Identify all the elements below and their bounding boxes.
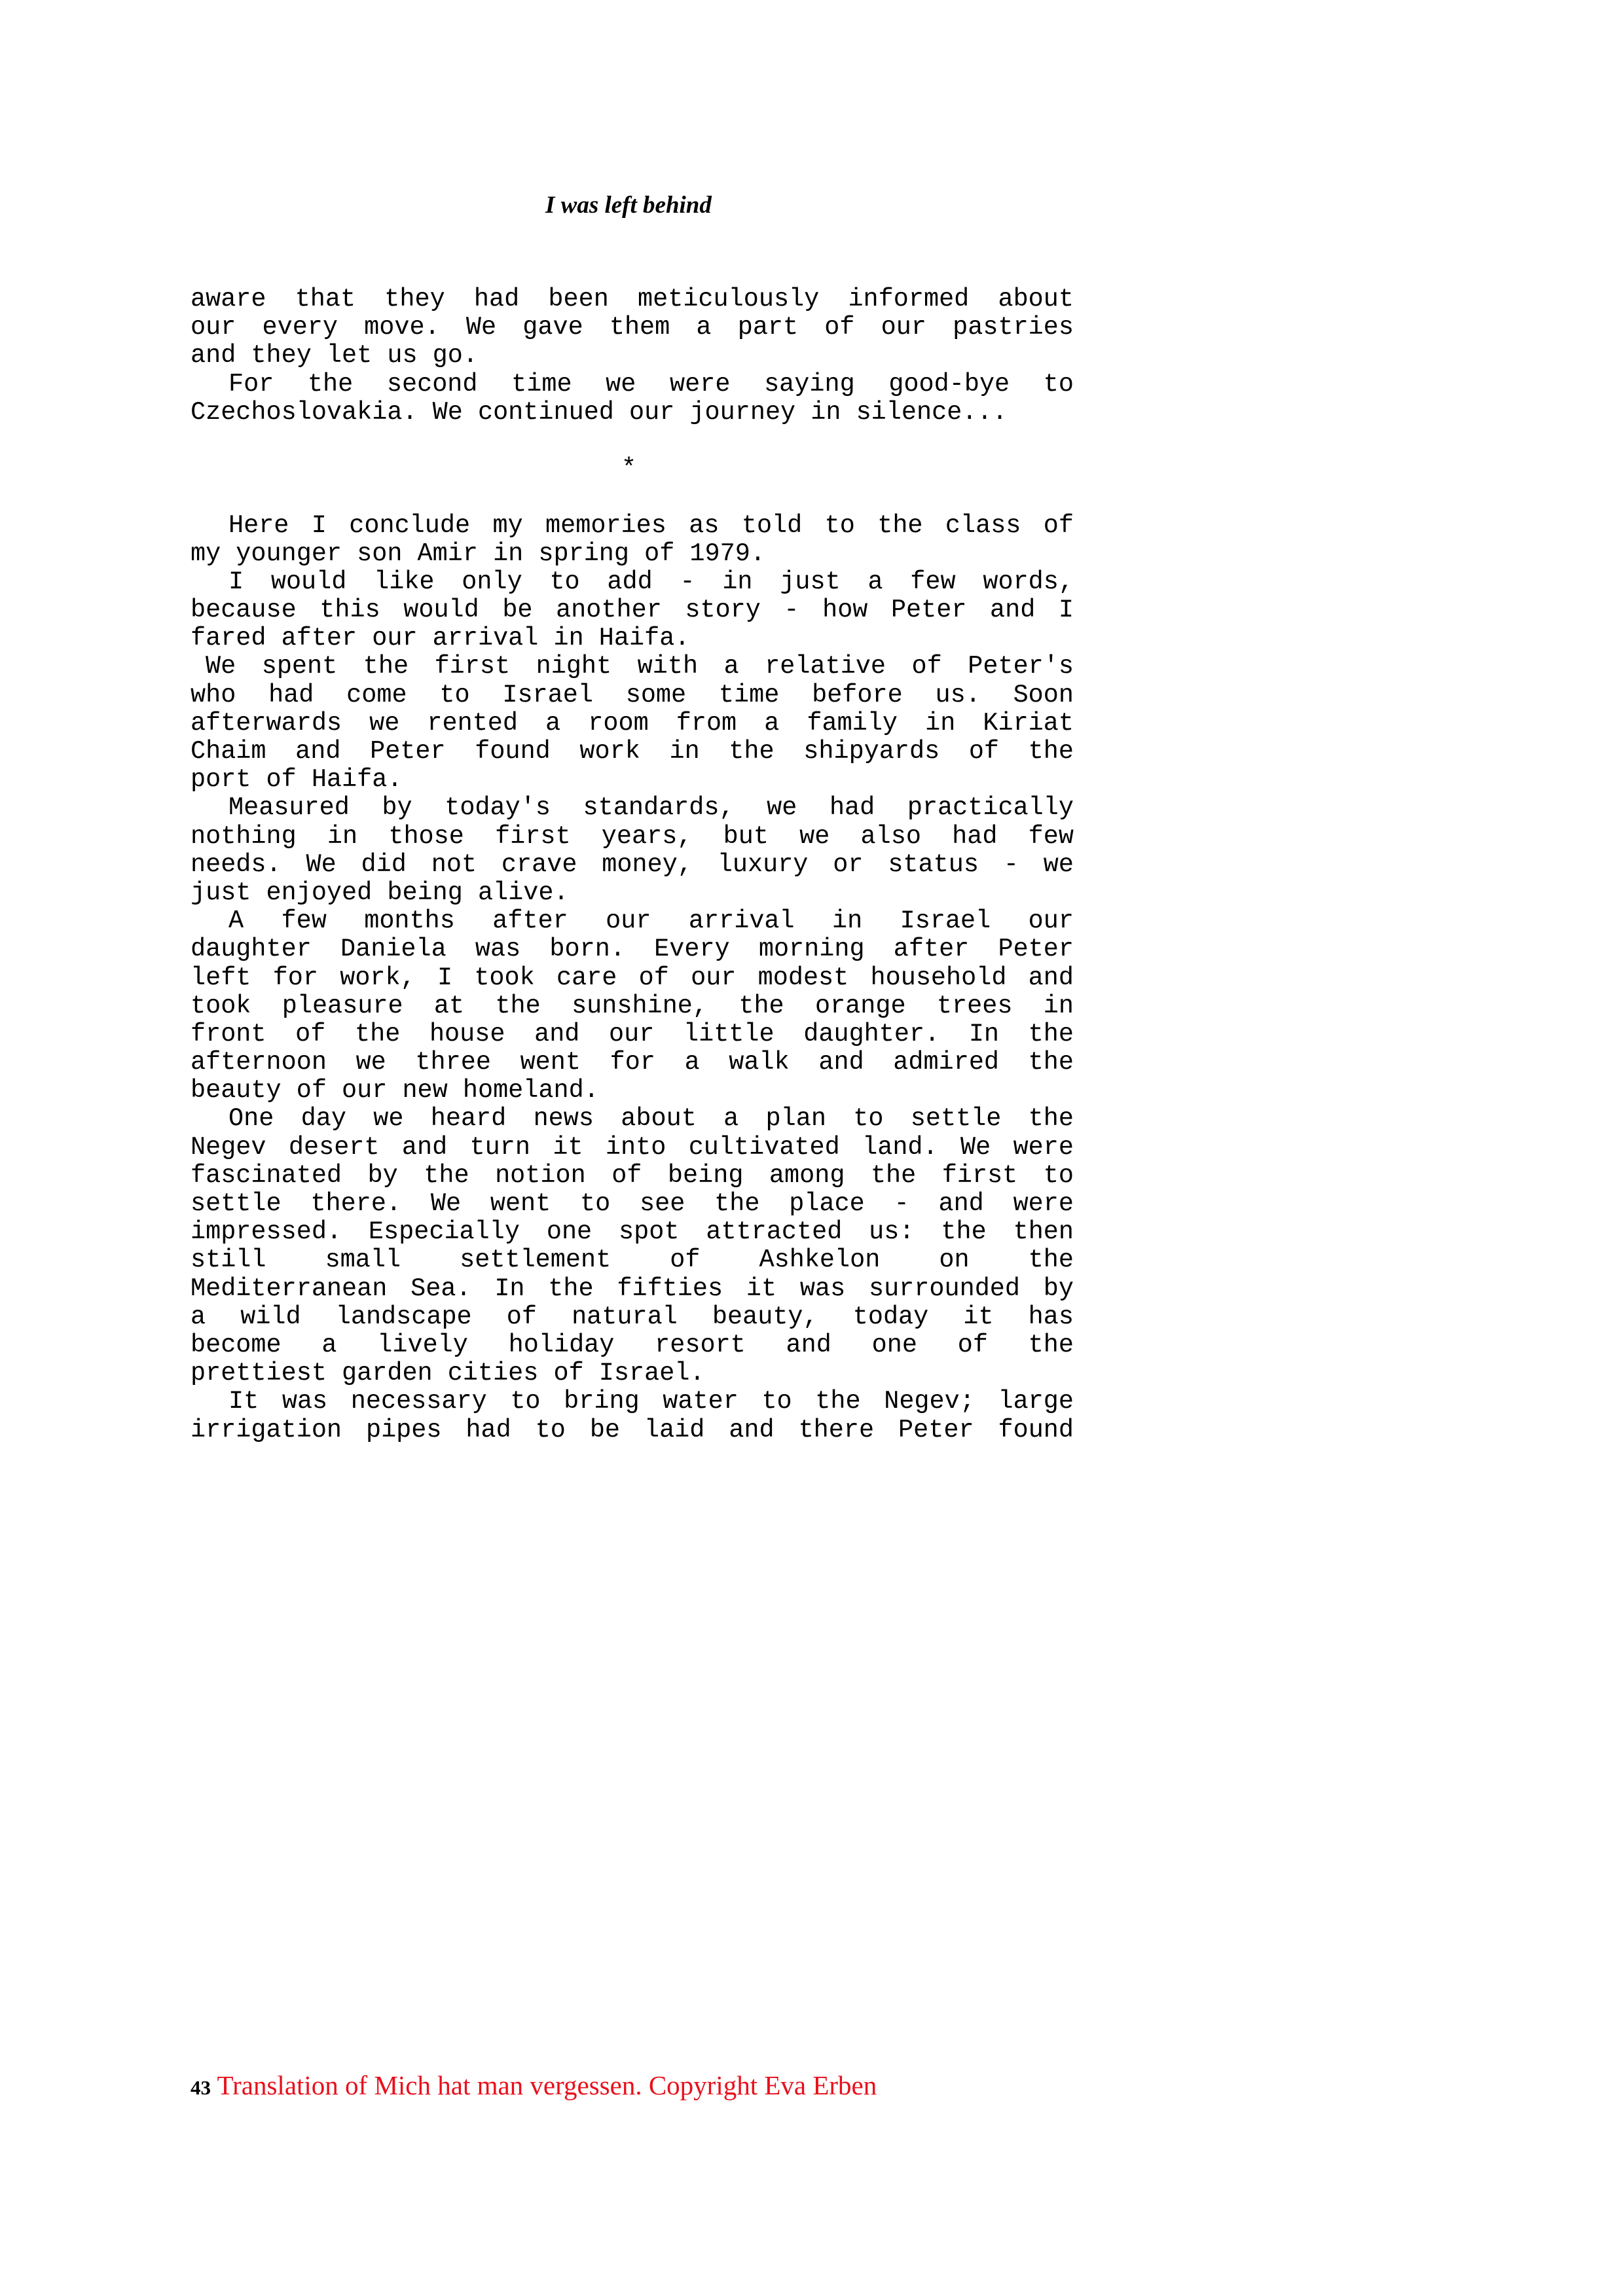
text-line: beauty of our new homeland. [191, 1076, 599, 1105]
text-line: It was necessary to bring water to the Negev; large [228, 1387, 1074, 1416]
text-line: daughter Daniela was born. Every morning after Peter [191, 935, 1074, 964]
text-line: One day we heard news about a plan to settle the [228, 1104, 1074, 1134]
text-line: irrigation pipes had to be laid and there Peter found [191, 1415, 1074, 1444]
text-line: took pleasure at the sunshine, the orange trees in [191, 991, 1074, 1020]
text-line: my younger son Amir in spring of 1979. [191, 539, 765, 568]
running-header-title: I was left behind [545, 192, 712, 219]
text-line: nothing in those first years, but we also had few [191, 821, 1074, 851]
blank-line [191, 427, 1074, 455]
body-text [191, 285, 1074, 1444]
text-line: left for work, I took care of our modest household and [191, 963, 1074, 992]
text-line: fared after our arrival in Haifa. [191, 624, 690, 653]
text-line: our every move. We gave them a part of our pastries [191, 313, 1074, 342]
text-line: just enjoyed being alive. [191, 878, 569, 907]
text-line: fascinated by the notion of being among the first to [191, 1160, 1074, 1190]
text-line: a wild landscape of natural beauty, today it has [191, 1302, 1074, 1331]
text-line: who had come to Israel some time before us. Soon [191, 680, 1074, 709]
text-line: Here I conclude my memories as told to the class of [228, 511, 1074, 540]
text-line: prettiest garden cities of Israel. [191, 1359, 705, 1388]
text-line: because this would be another story - how Peter and I [191, 596, 1074, 625]
text-line: still small settlement of Ashkelon on the [191, 1246, 1074, 1275]
page-number: 43 [191, 2076, 211, 2099]
text-line: A few months after our arrival in Israel our [228, 906, 1074, 936]
text-line: afternoon we three went for a walk and admired the [191, 1048, 1074, 1077]
text-line: I would like only to add - in just a few words, [228, 567, 1074, 596]
section-separator: * [621, 454, 637, 484]
text-line: become a lively holiday resort and one of the [191, 1330, 1074, 1359]
text-line: Czechoslovakia. We continued our journey in silence... [191, 397, 1008, 427]
text-line: Chaim and Peter found work in the shipyards of the [191, 737, 1074, 766]
text-line: We spent the first night with a relative of Peter's [206, 652, 1074, 681]
text-line: Negev desert and turn it into cultivated land. We were [191, 1132, 1074, 1162]
text-line: settle there. We went to see the place - and were [191, 1189, 1074, 1218]
text-line: needs. We did not crave money, luxury or status - we [191, 850, 1074, 879]
text-line: impressed. Especially one spot attracted us: the then [191, 1217, 1074, 1247]
text-line: port of Haifa. [191, 765, 403, 795]
text-line: For the second time we were saying good-bye to [228, 369, 1074, 399]
text-line: and they let us go. [191, 341, 478, 370]
page-footer [191, 2070, 877, 2101]
blank-line [191, 483, 1074, 511]
text-line: afterwards we rented a room from a family in Kiriat [191, 708, 1074, 738]
footer-copyright-note: Translation of Mich hat man vergessen. Copyright Eva Erben [217, 2070, 877, 2100]
text-line: Mediterranean Sea. In the fifties it was surrounded by [191, 1274, 1074, 1303]
text-line: front of the house and our little daughter. In the [191, 1019, 1074, 1049]
text-line: aware that they had been meticulously informed about [191, 285, 1074, 314]
text-line: Measured by today's standards, we had practically [228, 793, 1074, 823]
